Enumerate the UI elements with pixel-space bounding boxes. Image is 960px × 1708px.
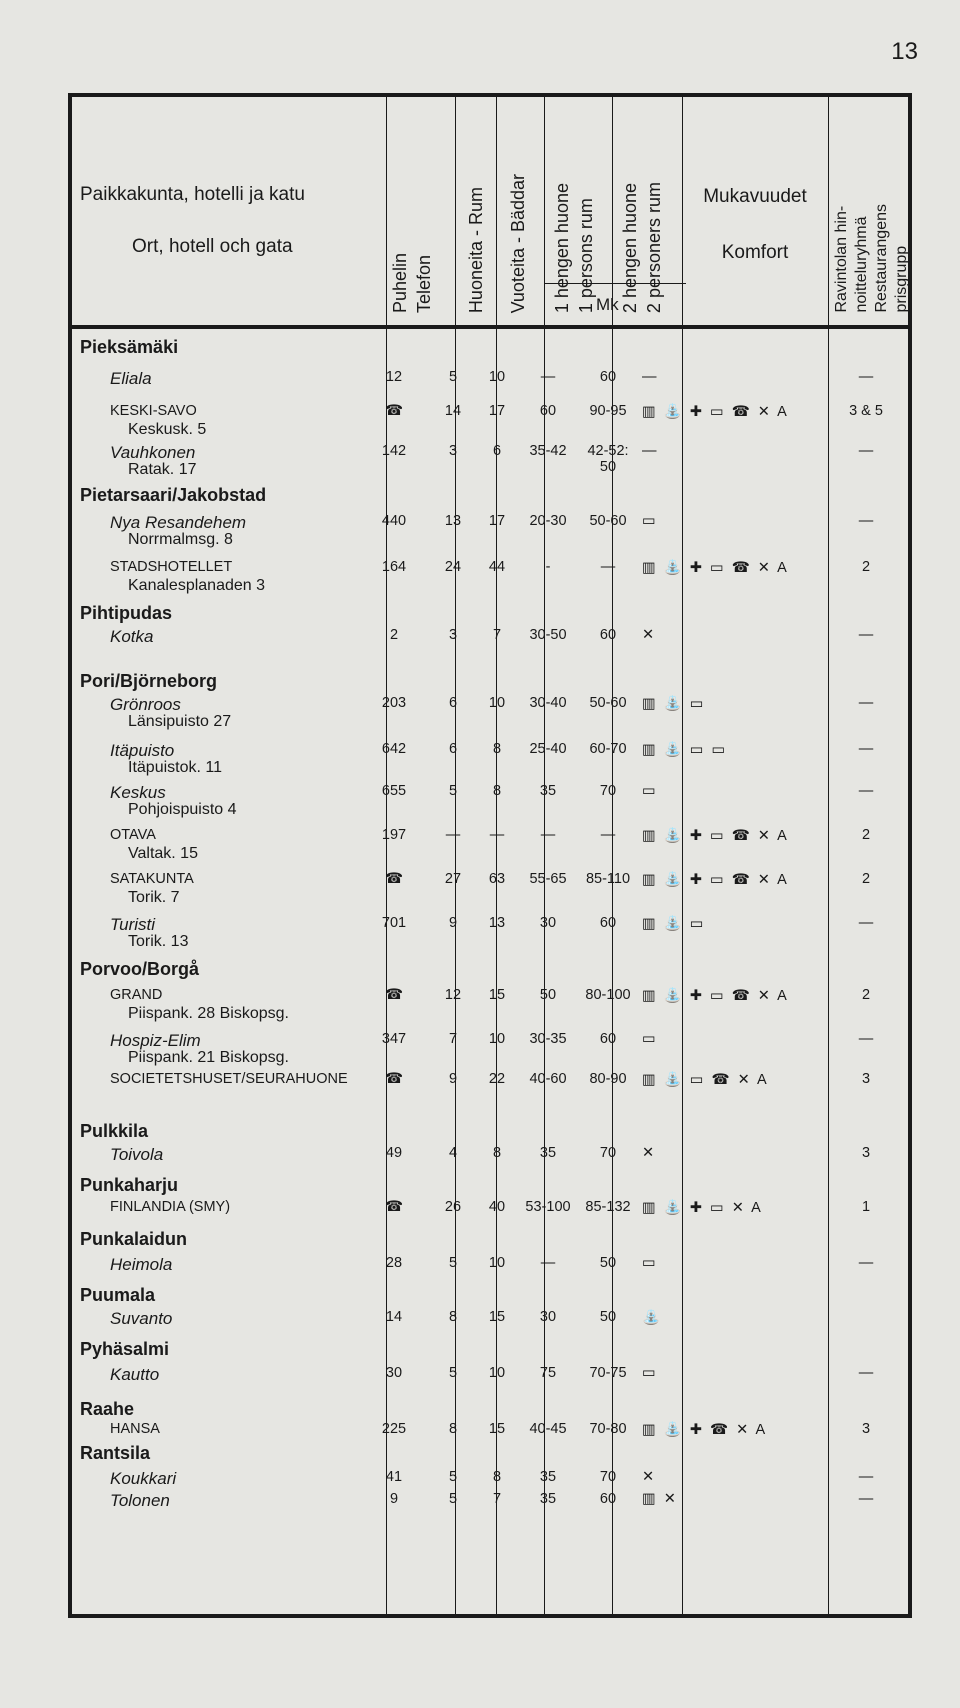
hotel-name: Suvanto [110,1309,173,1328]
price-single-cell: 35 [539,783,557,799]
header-comfort: Mukavuudet Komfort [703,186,807,263]
price-group-cell: 3 [861,1421,871,1437]
rooms-cell: 24 [444,559,462,575]
header-currency: Mk [596,295,619,314]
price-group-cell: — [858,783,874,799]
beds-cell: 10 [488,1255,506,1271]
phone-cell: 701 [381,915,407,931]
price-group-cell: — [858,915,874,931]
beds-cell: 63 [488,871,506,887]
price-group-cell: 2 [861,559,871,575]
price-double-cell: — [600,827,616,843]
phone-cell: 164 [381,559,407,575]
table-body [72,325,908,1614]
town-name: Raahe [80,1399,135,1419]
comfort-cell: ▥ ⛲ ▭ ☎ ✕ A [642,1072,769,1088]
comfort-cell: ▥ ⛲ ✚ ☎ ✕ A [642,1422,768,1438]
price-single-cell: 53-100 [525,1199,571,1215]
beds-cell: 8 [492,783,502,799]
price-single-cell: 50 [539,987,557,1003]
beds-cell: 10 [488,1365,506,1381]
table-header [72,97,908,329]
price-group-cell: 2 [861,827,871,843]
phone-cell: ☎ [384,987,404,1003]
beds-cell: 7 [492,1491,502,1507]
phone-cell: 2 [389,627,399,643]
price-group-cell: — [858,1491,874,1507]
comfort-cell: ▭ [642,1255,658,1271]
price-double-cell: 70-75 [589,1365,627,1381]
comfort-cell: ▥ ⛲ ✚ ▭ ☎ ✕ A [642,988,789,1004]
beds-cell: 40 [488,1199,506,1215]
hotel-name: Heimola [110,1255,173,1274]
rooms-cell: 14 [444,403,462,419]
rooms-cell: 5 [448,783,458,799]
phone-cell: 197 [381,827,407,843]
town-name: Pietarsaari/Jakobstad [80,485,267,505]
street-address: Valtak. 15 [128,845,198,862]
rooms-cell: 3 [448,627,458,643]
phone-cell: 28 [385,1255,403,1271]
town-name: Pieksämäki [80,337,179,357]
street-address: Länsipuisto 27 [128,713,232,730]
rooms-cell: 3 [448,443,458,459]
beds-cell: 17 [488,403,506,419]
phone-cell: ☎ [384,403,404,419]
phone-cell: 347 [381,1031,407,1047]
rooms-cell: 6 [448,695,458,711]
price-group-cell: 2 [861,987,871,1003]
rooms-cell: 7 [448,1031,458,1047]
hotel-name: Eliala [110,369,152,388]
beds-cell: 44 [488,559,506,575]
phone-cell: 30 [385,1365,403,1381]
rooms-cell: 8 [448,1309,458,1325]
price-single-cell: 35 [539,1491,557,1507]
price-single-cell: — [540,1255,556,1271]
hotel-name: GRAND [110,987,163,1003]
street-address: Piispank. 21 Biskopsg. [128,1049,289,1066]
hotel-name: SOCIETETSHUSET/SEURAHUONE [110,1071,348,1087]
hotel-table [68,93,912,1618]
comfort-cell: ▥ ⛲ ▭ [642,916,706,932]
rooms-cell: — [445,827,461,843]
price-single-cell: 35 [539,1469,557,1485]
street-address: Pohjoispuisto 4 [128,801,237,818]
price-double-cell: 60 [599,1031,617,1047]
header-beds: Vuoteita - Bäddar [508,173,528,313]
price-group-cell: — [858,1031,874,1047]
hotel-name: Toivola [110,1145,164,1164]
phone-cell: 203 [381,695,407,711]
comfort-cell: ▥ ⛲ ✚ ▭ ☎ ✕ A [642,828,789,844]
street-address: Torik. 13 [128,933,189,950]
hotel-name: Turisti [110,915,156,934]
price-single-cell: 30-40 [529,695,567,711]
phone-cell: 225 [381,1421,407,1437]
price-double-cell: 42-52: 50 [587,443,629,475]
comfort-cell: ▥ ⛲ ▭ [642,696,706,712]
phone-cell: ☎ [384,871,404,887]
price-double-cell: 85-132 [585,1199,631,1215]
phone-cell: 41 [385,1469,403,1485]
town-name: Punkalaidun [80,1229,188,1249]
price-group-cell: — [858,695,874,711]
price-double-cell: 70 [599,783,617,799]
street-address: Piispank. 28 Biskopsg. [128,1005,289,1022]
beds-cell: 8 [492,1469,502,1485]
price-double-cell: 60 [599,1491,617,1507]
price-single-cell: 30 [539,915,557,931]
price-single-cell: 25-40 [529,741,567,757]
rooms-cell: 5 [448,1255,458,1271]
beds-cell: 10 [488,1031,506,1047]
price-double-cell: 50-60 [589,695,627,711]
hotel-name: Keskus [110,783,166,802]
price-group-cell: — [858,627,874,643]
price-double-cell: 50 [599,1255,617,1271]
price-single-cell: 55-65 [529,871,567,887]
price-single-cell: 30-35 [529,1031,567,1047]
comfort-cell: ▥ ⛲ ▭ ▭ [642,742,728,758]
price-single-cell: 40-45 [529,1421,567,1437]
hotel-name: Tolonen [110,1491,170,1510]
rooms-cell: 4 [448,1145,458,1161]
hotel-name: OTAVA [110,827,156,843]
hotel-name: Hospiz-Elim [110,1031,201,1050]
price-double-cell: 80-100 [585,987,631,1003]
rooms-cell: 8 [448,1421,458,1437]
price-double-cell: 60 [599,369,617,385]
phone-cell: ☎ [384,1071,404,1087]
town-name: Puumala [80,1285,156,1305]
price-single-cell: — [540,827,556,843]
price-double-cell: 70 [599,1469,617,1485]
beds-cell: 10 [488,369,506,385]
price-single-cell: — [540,369,556,385]
hotel-name: Koukkari [110,1469,177,1488]
comfort-cell: — [642,443,659,459]
price-group-cell: 3 [861,1145,871,1161]
hotel-name: HANSA [110,1421,160,1437]
hotel-name: Grönroos [110,695,181,714]
price-single-cell: 75 [539,1365,557,1381]
price-single-cell: 35 [539,1145,557,1161]
comfort-cell: ▥ ✕ [642,1491,678,1507]
comfort-cell: ⛲ [642,1310,663,1326]
price-single-cell: 35-42 [529,443,567,459]
price-single-cell: 60 [539,403,557,419]
comfort-cell: ▭ [642,783,658,799]
price-group-cell: — [858,513,874,529]
town-name: Punkaharju [80,1175,179,1195]
phone-cell: ☎ [384,1199,404,1215]
price-double-cell: — [600,559,616,575]
page-number: 13 [891,38,918,65]
town-name: Pihtipudas [80,603,173,623]
beds-cell: 13 [488,915,506,931]
beds-cell: 7 [492,627,502,643]
street-address: Torik. 7 [128,889,180,906]
comfort-cell: ✕ [642,1145,657,1161]
header-price-double: 2 hengen huone 2 personers rum [620,181,664,313]
header-place [80,169,380,273]
hotel-name: STADSHOTELLET [110,559,233,575]
phone-cell: 12 [385,369,403,385]
price-single-cell: 20-30 [529,513,567,529]
hotel-name: SATAKUNTA [110,871,194,887]
price-group-cell: — [858,443,874,459]
price-double-cell: 50 [599,1309,617,1325]
header-rooms: Huoneita - Rum [466,186,486,313]
price-group-cell: — [858,369,874,385]
street-address: Ratak. 17 [128,461,197,478]
town-name: Pulkkila [80,1121,149,1141]
street-address: Norrmalmsg. 8 [128,531,233,548]
beds-cell: 17 [488,513,506,529]
phone-cell: 9 [389,1491,399,1507]
rooms-cell: 13 [444,513,462,529]
comfort-cell: ▥ ⛲ ✚ ▭ ☎ ✕ A [642,560,789,576]
comfort-cell: — [642,369,659,385]
beds-cell: 8 [492,1145,502,1161]
hotel-name: Nya Resandehem [110,513,247,532]
comfort-cell: ▭ [642,1365,658,1381]
comfort-cell: ▥ ⛲ ✚ ▭ ☎ ✕ A [642,872,789,888]
street-address: Itäpuistok. 11 [128,759,222,776]
price-double-cell: 60 [599,915,617,931]
price-single-cell: 30-50 [529,627,567,643]
hotel-name: Kotka [110,627,154,646]
rooms-cell: 5 [448,369,458,385]
beds-cell: 8 [492,741,502,757]
price-group-cell: 2 [861,871,871,887]
header-place-sv: Ort, hotell och gata [132,236,293,257]
price-single-cell: - [545,559,551,575]
price-double-cell: 50-60 [589,513,627,529]
comfort-cell: ▭ [642,513,658,529]
price-double-cell: 90-95 [589,403,627,419]
price-double-cell: 60-70 [589,741,627,757]
phone-cell: 642 [381,741,407,757]
comfort-cell: ✕ [642,1469,657,1485]
phone-cell: 14 [385,1309,403,1325]
phone-cell: 655 [381,783,407,799]
hotel-name: FINLANDIA (SMY) [110,1199,231,1215]
phone-cell: 440 [381,513,407,529]
rooms-cell: 9 [448,915,458,931]
beds-cell: 22 [488,1071,506,1087]
price-double-cell: 70 [599,1145,617,1161]
price-group-cell: 1 [861,1199,871,1215]
phone-cell: 49 [385,1145,403,1161]
comfort-cell: ▥ ⛲ ✚ ▭ ☎ ✕ A [642,404,789,420]
street-address: Kanalesplanaden 3 [128,577,266,594]
header-price-single: 1 hengen huone 1 persons rum [552,182,596,313]
price-group-cell: — [858,1365,874,1381]
phone-cell: 142 [381,443,407,459]
beds-cell: 15 [488,1421,506,1437]
rooms-cell: 5 [448,1491,458,1507]
beds-cell: 15 [488,987,506,1003]
beds-cell: 15 [488,1309,506,1325]
beds-cell: 6 [492,443,502,459]
rooms-cell: 27 [444,871,462,887]
price-single-cell: 30 [539,1309,557,1325]
rooms-cell: 12 [444,987,462,1003]
town-name: Porvoo/Borgå [80,959,200,979]
price-double-cell: 80-90 [589,1071,627,1087]
beds-cell: 10 [488,695,506,711]
price-double-cell: 70-80 [589,1421,627,1437]
town-name: Pyhäsalmi [80,1339,170,1359]
price-group-cell: — [858,1469,874,1485]
price-double-cell: 60 [599,627,617,643]
rooms-cell: 26 [444,1199,462,1215]
town-name: Rantsila [80,1443,151,1463]
price-group-cell: 3 & 5 [849,403,883,419]
price-group-cell: — [858,741,874,757]
rooms-cell: 9 [448,1071,458,1087]
price-group-cell: — [858,1255,874,1271]
header-price-group: Ravintolan hin- noitteluryhmä Restaurangens prisgrupp [833,204,910,313]
hotel-name: Itäpuisto [110,741,175,760]
rooms-cell: 6 [448,741,458,757]
street-address: Keskusk. 5 [128,421,207,438]
rooms-cell: 5 [448,1469,458,1485]
price-double-cell: 85-110 [585,871,631,887]
header-phone: Puhelin Telefon [390,252,434,313]
rooms-cell: 5 [448,1365,458,1381]
price-group-cell: 3 [861,1071,871,1087]
hotel-name: Vauhkonen [110,443,196,462]
comfort-cell: ▭ [642,1031,658,1047]
hotel-name: KESKI-SAVO [110,403,197,419]
header-place-fi: Paikkakunta, hotelli ja katu [80,184,305,205]
comfort-cell: ✕ [642,627,657,643]
hotel-name: Kautto [110,1365,160,1384]
beds-cell: — [489,827,505,843]
comfort-cell: ▥ ⛲ ✚ ▭ ✕ A [642,1200,763,1216]
price-single-cell: 40-60 [529,1071,567,1087]
town-name: Pori/Björneborg [80,671,218,691]
